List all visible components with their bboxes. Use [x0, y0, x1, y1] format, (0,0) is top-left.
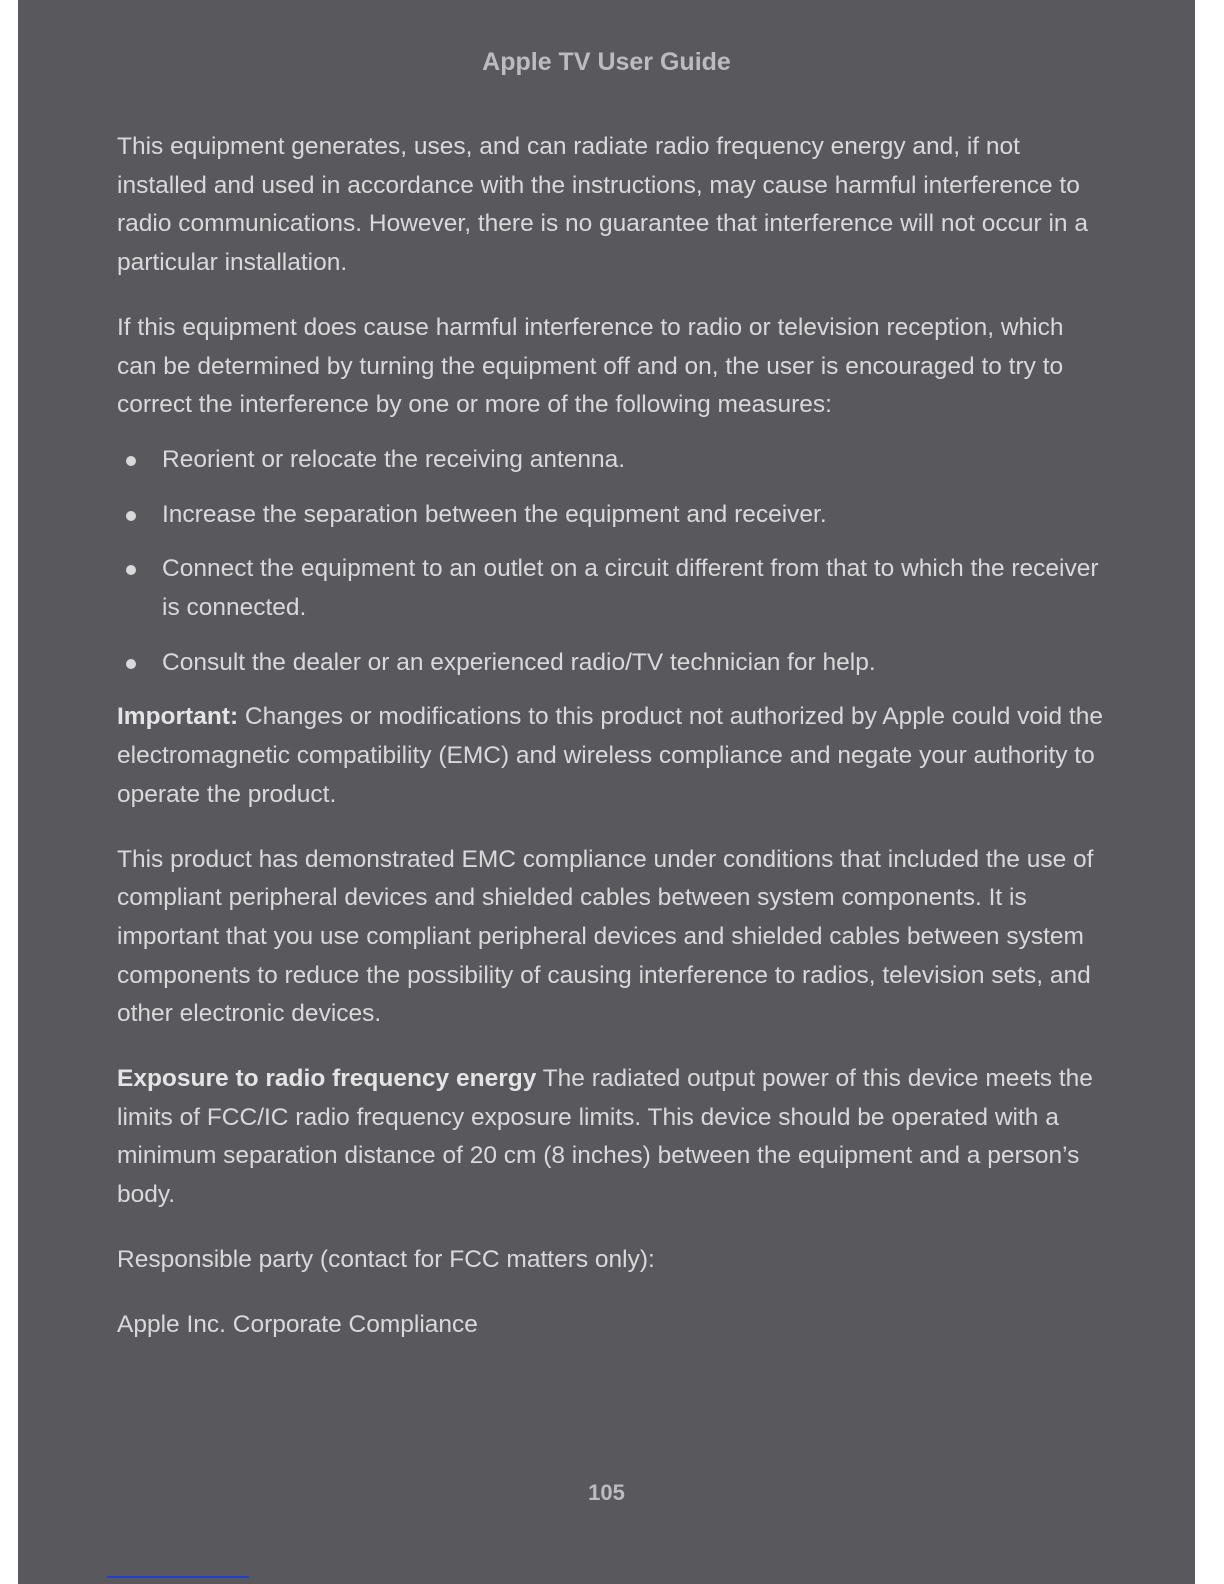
list-item-text: Reorient or relocate the receiving antenna. — [162, 445, 626, 473]
paragraph-company: Apple Inc. Corporate Compliance — [117, 1310, 478, 1338]
exposure-label: Exposure to radio frequency energy — [117, 1065, 537, 1093]
link-underline[interactable] — [107, 1576, 249, 1578]
important-text: Changes or modifications to this product not authorized by Apple could void the electromagnetic compatibility (EMC) and wireless compliance and negate your authority to operate the product. — [117, 703, 1103, 808]
paragraph-rf-exposure — [117, 1060, 1107, 1215]
paragraph-emc-compliance: This product has demonstrated EMC compliance under conditions that included the use of compliant peripheral devices and shielded cables between system components. It is important that you use compliant peripheral devices and shielded cables between system components to reduce the possibility of causing interference to radios, television sets, and other electronic devices. — [117, 845, 1094, 1028]
paragraph-interference-intro: This equipment generates, uses, and can radiate radio frequency energy and, if not installed and used in accordance with the instructions, may cause harmful interference to radio communications. However, there is no guarantee that interference will not occur in a particular installation. — [117, 133, 1088, 277]
bullet-icon — [126, 511, 136, 521]
bullet-icon — [126, 659, 136, 669]
bullet-icon — [126, 456, 136, 466]
page-number: 105 — [588, 1480, 625, 1505]
list-item — [117, 441, 1107, 480]
measures-list — [117, 441, 1107, 683]
list-item — [117, 496, 1107, 535]
list-item — [117, 644, 1107, 683]
list-item — [117, 550, 1107, 627]
paragraph-responsible-party: Responsible party (contact for FCC matters only): — [117, 1245, 655, 1273]
important-label: Important: — [117, 703, 239, 731]
bullet-icon — [126, 565, 136, 575]
paragraph-interference-measures: If this equipment does cause harmful interference to radio or television reception, which can be determined by turning the equipment off and on, the user is encouraged to try to correct the interference by one or more of the following measures: — [117, 313, 1064, 419]
page-header-title: Apple TV User Guide — [482, 48, 731, 76]
paragraph-important — [117, 698, 1107, 814]
document-page — [18, 0, 1195, 1584]
list-item-text: Connect the equipment to an outlet on a circuit different from that to which the receiver is connected. — [162, 555, 1099, 622]
exposure-text: The radiated output power of this device meets the limits of FCC/IC radio frequency exposure limits. This device should be operated with a minimum separation distance of 20 cm (8 inches) between the equipment and a person’s body. — [117, 1065, 1093, 1209]
list-item-text: Increase the separation between the equipment and receiver. — [162, 500, 827, 528]
list-item-text: Consult the dealer or an experienced radio/TV technician for help. — [162, 648, 876, 676]
page-content — [117, 128, 1107, 1370]
